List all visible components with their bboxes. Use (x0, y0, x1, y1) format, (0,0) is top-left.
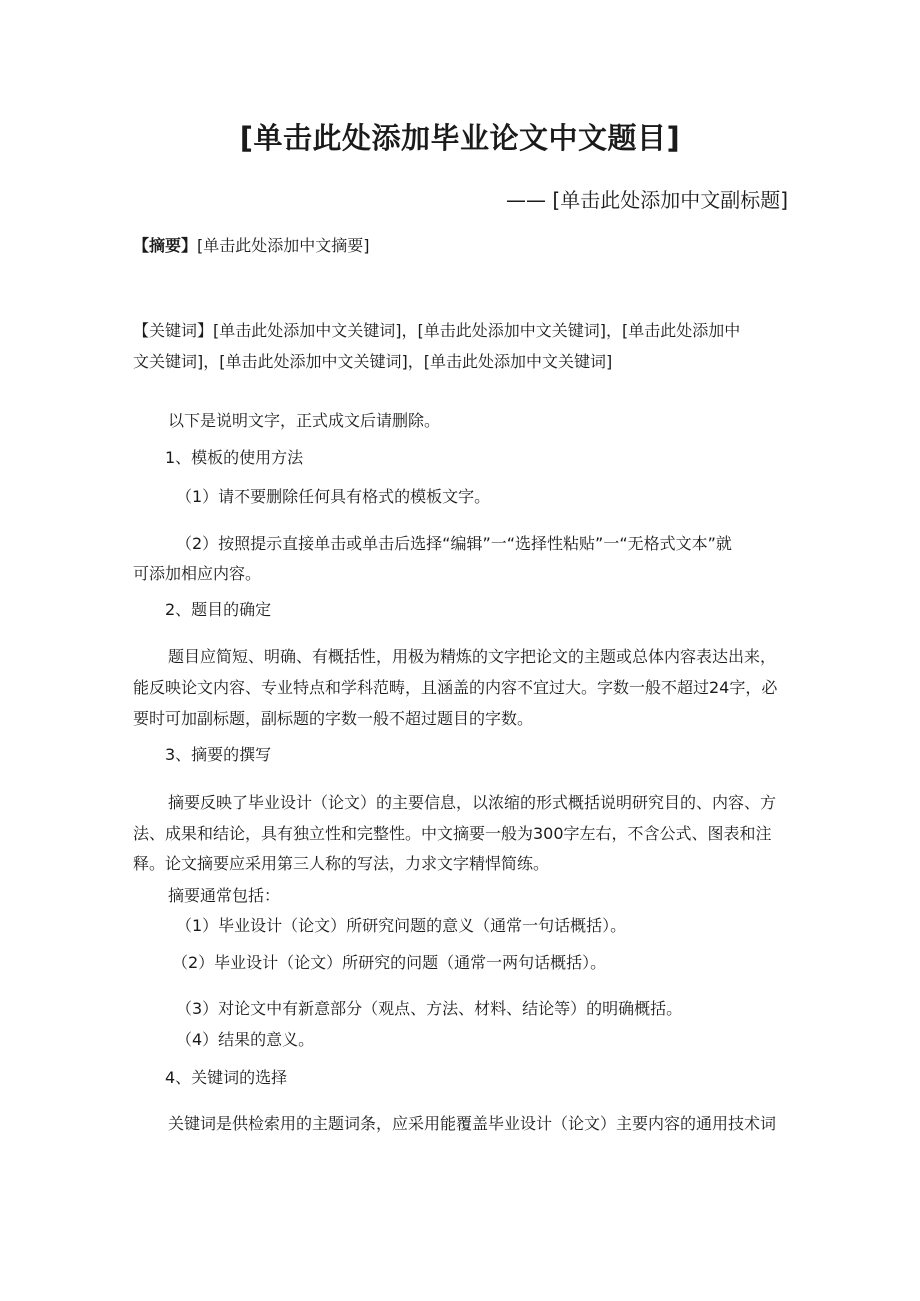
section-3-paragraph-line-3: 释。论文摘要应采用第三人称的写法，力求文字精悍简练。 (133, 854, 550, 873)
section-3-list-intro: 摘要通常包括： (168, 886, 281, 905)
section-1-heading: 1、模板的使用方法 (165, 448, 304, 467)
section-3-item-1: （1）毕业设计（论文）所研究问题的意义（通常一句话概括）。 (176, 916, 627, 935)
section-3-paragraph-line-1: 摘要反映了毕业设计（论文）的主要信息，以浓缩的形式概括说明研究目的、内容、方 (168, 793, 777, 812)
section-3-item-4: （4）结果的意义。 (176, 1030, 315, 1049)
section-3-heading: 3、摘要的撰写 (165, 745, 272, 764)
section-2-paragraph-line-1: 题目应简短、明确、有概括性，用极为精炼的文字把论文的主题或总体内容表达出来， (168, 647, 777, 666)
section-2-heading: 2、题目的确定 (165, 600, 272, 619)
section-2-paragraph-line-3: 要时可加副标题，副标题的字数一般不超过题目的字数。 (133, 709, 534, 728)
section-2-paragraph-line-2: 能反映论文内容、专业特点和学科范畴，且涵盖的内容不宜过大。字数一般不超过24字，必 (133, 678, 778, 697)
keywords-placeholder-2[interactable]: 文关键词]，[单击此处添加中文关键词]，[单击此处添加中文关键词] (133, 352, 613, 371)
instructions-intro: 以下是说明文字，正式成文后请删除。 (168, 411, 441, 430)
section-3-paragraph-line-2: 法、成果和结论，具有独立性和完整性。中文摘要一般为300字左右，不含公式、图表和注 (133, 824, 772, 843)
keywords-line-1 (133, 319, 740, 343)
abstract-placeholder[interactable]: [单击此处添加中文摘要] (197, 236, 370, 255)
section-1-item-2-line-2: 可添加相应内容。 (133, 564, 262, 583)
abstract-label: 【摘要】 (133, 236, 198, 255)
keywords-placeholder-1[interactable]: [单击此处添加中文关键词]，[单击此处添加中文关键词]，[单击此处添加中 (213, 321, 741, 340)
thesis-subtitle-placeholder[interactable]: —— [单击此处添加中文副标题] (506, 188, 788, 212)
section-3-item-3: （3）对论文中有新意部分（观点、方法、材料、结论等）的明确概括。 (176, 999, 683, 1018)
keywords-label: 【关键词】 (133, 321, 214, 340)
abstract-line (133, 234, 370, 258)
section-1-item-2-line-1: （2）按照提示直接单击或单击后选择“编辑”一“选择性粘贴”一“无格式文本”就 (176, 534, 732, 553)
section-4-paragraph-line-1: 关键词是供检索用的主题词条，应采用能覆盖毕业设计（论文）主要内容的通用技术词 (168, 1114, 777, 1133)
section-3-item-2: （2）毕业设计（论文）所研究的问题（通常一两句话概括）。 (172, 953, 607, 972)
section-4-heading: 4、关键词的选择 (165, 1068, 288, 1087)
section-1-item-1: （1）请不要删除任何具有格式的模板文字。 (176, 487, 491, 506)
thesis-title-placeholder[interactable]: [单击此处添加毕业论文中文题目] (239, 121, 681, 155)
